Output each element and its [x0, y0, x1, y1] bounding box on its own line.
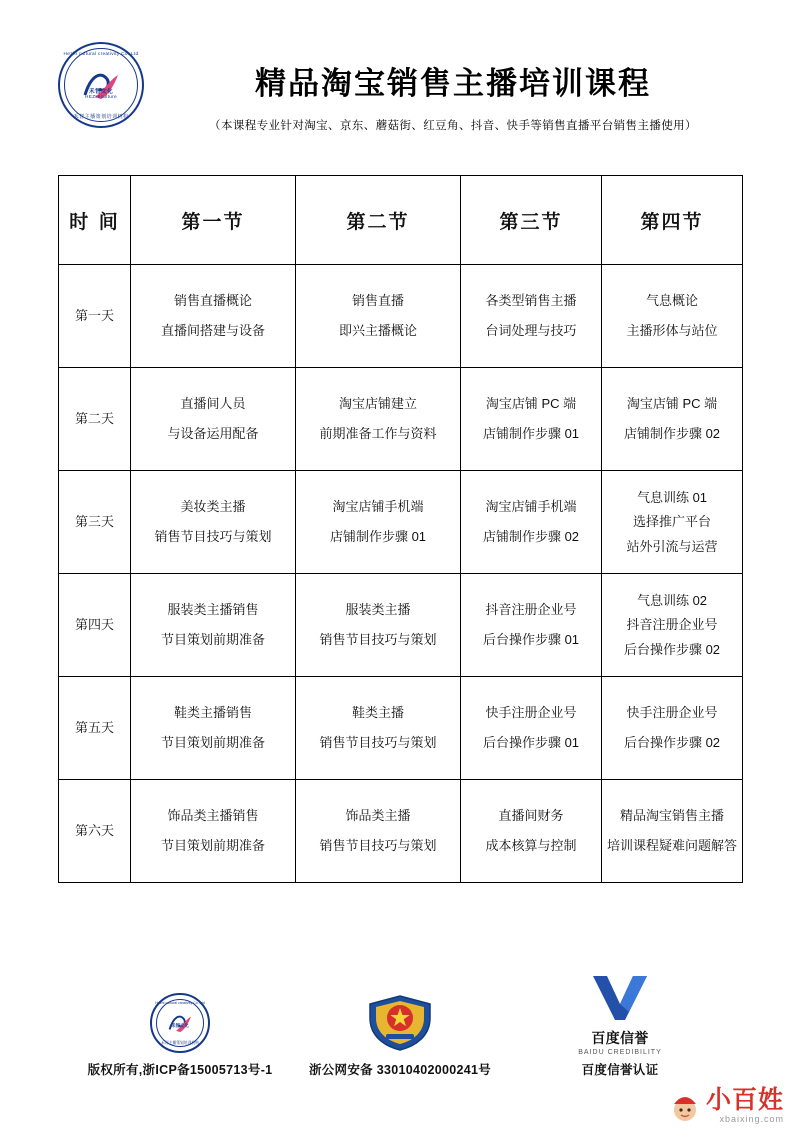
baidu-v-icon [515, 966, 725, 1028]
cell-line: 气息概论 [645, 293, 698, 309]
column-header-session-3: 第三节 [461, 176, 602, 265]
seal-brand-cn: 禾智文化 [171, 1023, 189, 1028]
table-row [59, 471, 743, 574]
cell-line: 气息训练 01 [636, 489, 708, 505]
table-cell [602, 368, 743, 471]
table-row [59, 265, 743, 368]
table-body [59, 265, 743, 883]
cell-line: 淘宝店铺建立 [338, 396, 417, 412]
cell-line: 前期准备工作与资料 [319, 426, 437, 441]
table-cell [461, 574, 602, 677]
police-record-text: 浙公网安备 33010402000241号 [308, 1063, 492, 1077]
table-cell [131, 368, 296, 471]
cell-line: 鞋类主播 [351, 705, 404, 721]
cell-line: 抖音注册企业号 [485, 602, 577, 618]
cell-line: 快手注册企业号 [626, 705, 718, 721]
cell-line: 节目策划前期准备 [160, 632, 265, 647]
table-cell [461, 368, 602, 471]
police-badge [295, 992, 505, 1078]
column-header-session-2: 第二节 [296, 176, 461, 265]
row-day-label: 第六天 [59, 780, 131, 883]
cell-line: 后台操作步骤 01 [482, 632, 580, 647]
cell-line: 精品淘宝销售主播 [619, 808, 724, 824]
table-cell [602, 780, 743, 883]
cell-line: 站外引流与运营 [626, 538, 718, 554]
baidu-title: 百度信誉 [591, 1030, 649, 1046]
row-day-label: 第二天 [59, 368, 131, 471]
cell-line: 节目策划前期准备 [160, 838, 265, 853]
cell-line: 销售节目技巧与策划 [319, 838, 437, 853]
cell-line: 与设备运用配备 [167, 426, 259, 441]
watermark-domain: xbaixing.com [719, 1114, 784, 1124]
baidu-caption: 百度信誉认证 [581, 1063, 659, 1077]
cell-line: 主播形体与站位 [626, 323, 718, 338]
table-cell [296, 677, 461, 780]
cell-line: 服装类主播销售 [167, 602, 259, 618]
schedule-table [58, 175, 743, 883]
table-cell [602, 574, 743, 677]
cell-line: 店铺制作步骤 01 [482, 426, 580, 441]
logo-brand-en: HEZHIculture [85, 94, 117, 100]
mascot-icon [668, 1090, 702, 1124]
cell-line: 成本核算与控制 [485, 838, 577, 853]
icp-badge [75, 992, 285, 1078]
cell-line: 店铺制作步骤 02 [482, 529, 580, 544]
cell-line: 淘宝店铺手机端 [485, 499, 577, 515]
baidu-subtitle: BAIDU CREDIBILITY [578, 1049, 662, 1056]
table-cell [461, 265, 602, 368]
cell-line: 后台操作步骤 02 [623, 641, 721, 657]
table-cell [131, 574, 296, 677]
row-day-label: 第五天 [59, 677, 131, 780]
cell-line: 饰品类主播 [345, 808, 411, 824]
row-day-label: 第一天 [59, 265, 131, 368]
footer-badges [0, 970, 800, 1078]
cell-line: 饰品类主播销售 [167, 808, 259, 824]
schedule-table-wrapper [58, 175, 742, 883]
cell-line: 直播间财务 [498, 808, 564, 824]
table-cell [461, 677, 602, 780]
cell-line: 台词处理与技巧 [485, 323, 577, 338]
table-cell [461, 780, 602, 883]
table-row [59, 780, 743, 883]
document-footer [0, 970, 800, 1130]
cell-line: 快手注册企业号 [485, 705, 577, 721]
cell-line: 服装类主播 [345, 602, 411, 618]
cell-line: 选择推广平台 [632, 514, 711, 530]
table-cell [296, 574, 461, 677]
column-header-session-4: 第四节 [602, 176, 743, 265]
table-cell [296, 265, 461, 368]
logo-bottom-text: 禾智主播策划培训机构 [73, 114, 129, 120]
copyright-text: 版权所有,浙ICP备15005713号-1 [87, 1063, 273, 1077]
table-row [59, 677, 743, 780]
table-header-row [59, 176, 743, 265]
page-title: 精品淘宝销售主播培训课程 [255, 66, 651, 102]
cell-line: 销售直播 [351, 293, 404, 309]
table-cell [296, 780, 461, 883]
cell-line: 店铺制作步骤 02 [623, 426, 721, 441]
cell-line: 直播间搭建与设备 [160, 323, 265, 338]
cell-line: 鞋类主播销售 [173, 705, 252, 721]
cell-line: 销售节目技巧与策划 [154, 529, 272, 544]
table-row [59, 574, 743, 677]
title-block [144, 38, 756, 133]
cell-line: 抖音注册企业号 [626, 617, 718, 633]
company-logo [58, 42, 144, 128]
column-header-session-1: 第一节 [131, 176, 296, 265]
cell-line: 节目策划前期准备 [160, 735, 265, 750]
row-day-label: 第三天 [59, 471, 131, 574]
table-cell [131, 780, 296, 883]
table-cell [602, 677, 743, 780]
table-cell [131, 677, 296, 780]
cell-line: 淘宝店铺 PC 端 [626, 396, 718, 412]
column-header-time: 时 间 [59, 176, 131, 265]
cell-line: 后台操作步骤 02 [623, 735, 721, 750]
table-cell [296, 368, 461, 471]
cell-line: 销售节目技巧与策划 [319, 632, 437, 647]
seal-top-text: Hezhi cultural creativity Co.,Ltd [155, 1001, 205, 1005]
cell-line: 气息训练 02 [636, 592, 708, 608]
table-cell [602, 265, 743, 368]
table-row [59, 368, 743, 471]
table-cell [602, 471, 743, 574]
table-cell [131, 265, 296, 368]
baidu-credibility-badge[interactable] [515, 966, 725, 1078]
logo-top-text: Hezhi cultural creativity Co.,Ltd [63, 51, 139, 57]
cell-line: 销售节目技巧与策划 [319, 735, 437, 750]
row-day-label: 第四天 [59, 574, 131, 677]
cell-line: 淘宝店铺 PC 端 [485, 396, 577, 412]
police-emblem-icon [295, 992, 505, 1054]
company-seal-icon [75, 992, 285, 1054]
cell-line: 店铺制作步骤 01 [329, 529, 427, 544]
watermark-text: 小百姓 [705, 1085, 784, 1114]
cell-line: 各类型销售主播 [485, 293, 577, 309]
seal-bottom-text: 禾智主播策划培训机构 [161, 1041, 199, 1045]
cell-line: 销售直播概论 [173, 293, 252, 309]
table-cell [131, 471, 296, 574]
site-watermark [668, 1087, 784, 1124]
cell-line: 淘宝店铺手机端 [332, 499, 424, 515]
page-subtitle: （本课程专业针对淘宝、京东、蘑菇街、红豆角、抖音、快手等销售直播平台销售主播使用） [209, 120, 697, 132]
cell-line: 培训课程疑难问题解答 [606, 838, 737, 853]
cell-line: 即兴主播概论 [338, 323, 417, 338]
table-cell [296, 471, 461, 574]
cell-line: 后台操作步骤 01 [482, 735, 580, 750]
cell-line: 直播间人员 [180, 396, 246, 412]
document-header [0, 0, 800, 133]
table-cell [461, 471, 602, 574]
logo-brand-cn: 禾智文化 [89, 89, 113, 95]
cell-line: 美妆类主播 [180, 499, 246, 515]
